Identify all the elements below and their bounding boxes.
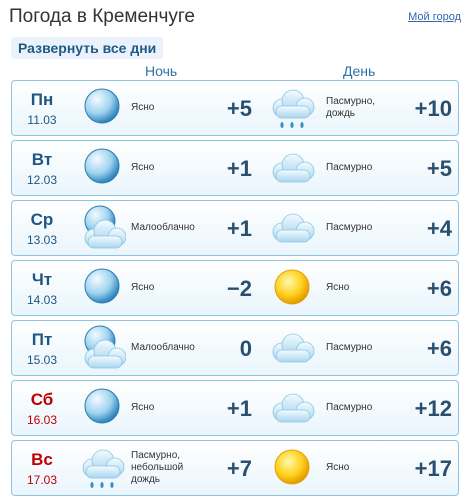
moon-icon [78, 384, 126, 432]
day-condition: Пасмурно [326, 222, 373, 233]
day-column-header: День [343, 63, 376, 79]
forecast-row[interactable] [11, 260, 459, 316]
cloud-icon [268, 204, 316, 252]
night-temperature: +1 [226, 396, 252, 421]
sun-icon [268, 264, 316, 312]
day-condition: Пасмурно, дождь [326, 96, 376, 119]
night-condition: Малооблачно [131, 342, 195, 353]
date: 15.03 [26, 353, 58, 367]
forecast-row[interactable] [11, 200, 459, 256]
date: 16.03 [26, 413, 58, 427]
day-of-week: Вт [31, 150, 53, 169]
moon-icon [78, 144, 126, 192]
night-temperature: +1 [226, 216, 252, 241]
night-condition: Малооблачно [131, 222, 195, 233]
day-of-week: Пн [30, 90, 54, 109]
night-condition: Ясно [131, 162, 155, 173]
day-of-week: Сб [30, 390, 54, 409]
night-condition: Ясно [131, 282, 155, 293]
day-of-week: Ср [30, 210, 54, 229]
day-condition: Пасмурно [326, 402, 373, 413]
day-temperature: +6 [426, 276, 452, 301]
day-condition: Ясно [326, 462, 350, 473]
day-condition: Пасмурно [326, 342, 373, 353]
sun-icon [268, 444, 316, 492]
cloud-icon [268, 324, 316, 372]
day-of-week: Пт [31, 330, 53, 349]
night-temperature: +1 [226, 156, 252, 181]
forecast-row[interactable] [11, 140, 459, 196]
rain-icon [268, 84, 316, 132]
cloud-icon [268, 384, 316, 432]
night-temperature: +7 [226, 456, 252, 481]
day-of-week: Вс [31, 450, 53, 469]
night-column-header: Ночь [145, 63, 178, 79]
day-temperature: +5 [426, 156, 452, 181]
night-condition: Ясно [131, 402, 155, 413]
day-temperature: +6 [426, 336, 452, 361]
night-temperature: −2 [226, 276, 252, 301]
rain-icon [78, 444, 126, 492]
night-temperature: +5 [226, 96, 252, 121]
day-temperature: +17 [414, 456, 452, 481]
day-temperature: +12 [414, 396, 452, 421]
night-condition: Ясно [131, 102, 155, 113]
date: 17.03 [26, 473, 58, 487]
moon-icon [78, 84, 126, 132]
cloud-icon [268, 144, 316, 192]
date: 11.03 [27, 113, 57, 127]
page-title: Погода в Кременчуге [9, 6, 195, 27]
date: 12.03 [26, 173, 58, 187]
day-of-week: Чт [31, 270, 53, 289]
date: 14.03 [26, 293, 58, 307]
my-city-link[interactable]: Мой город [408, 11, 461, 23]
night-condition: Пасмурно, небольшой дождь [131, 450, 184, 485]
moon-icon [78, 264, 126, 312]
day-condition: Ясно [326, 282, 350, 293]
forecast-row[interactable] [11, 440, 459, 496]
day-temperature: +4 [426, 216, 452, 241]
day-condition: Пасмурно [326, 162, 373, 173]
moon-cloud-icon [78, 204, 126, 252]
forecast-row[interactable] [11, 320, 459, 376]
day-temperature: +10 [414, 96, 452, 121]
forecast-row[interactable] [11, 380, 459, 436]
night-temperature: 0 [239, 336, 252, 361]
moon-cloud-icon [78, 324, 126, 372]
expand-all-days-button[interactable]: Развернуть все дни [11, 37, 163, 59]
forecast-list [11, 80, 459, 500]
date: 13.03 [26, 233, 58, 247]
forecast-row[interactable] [11, 80, 459, 136]
